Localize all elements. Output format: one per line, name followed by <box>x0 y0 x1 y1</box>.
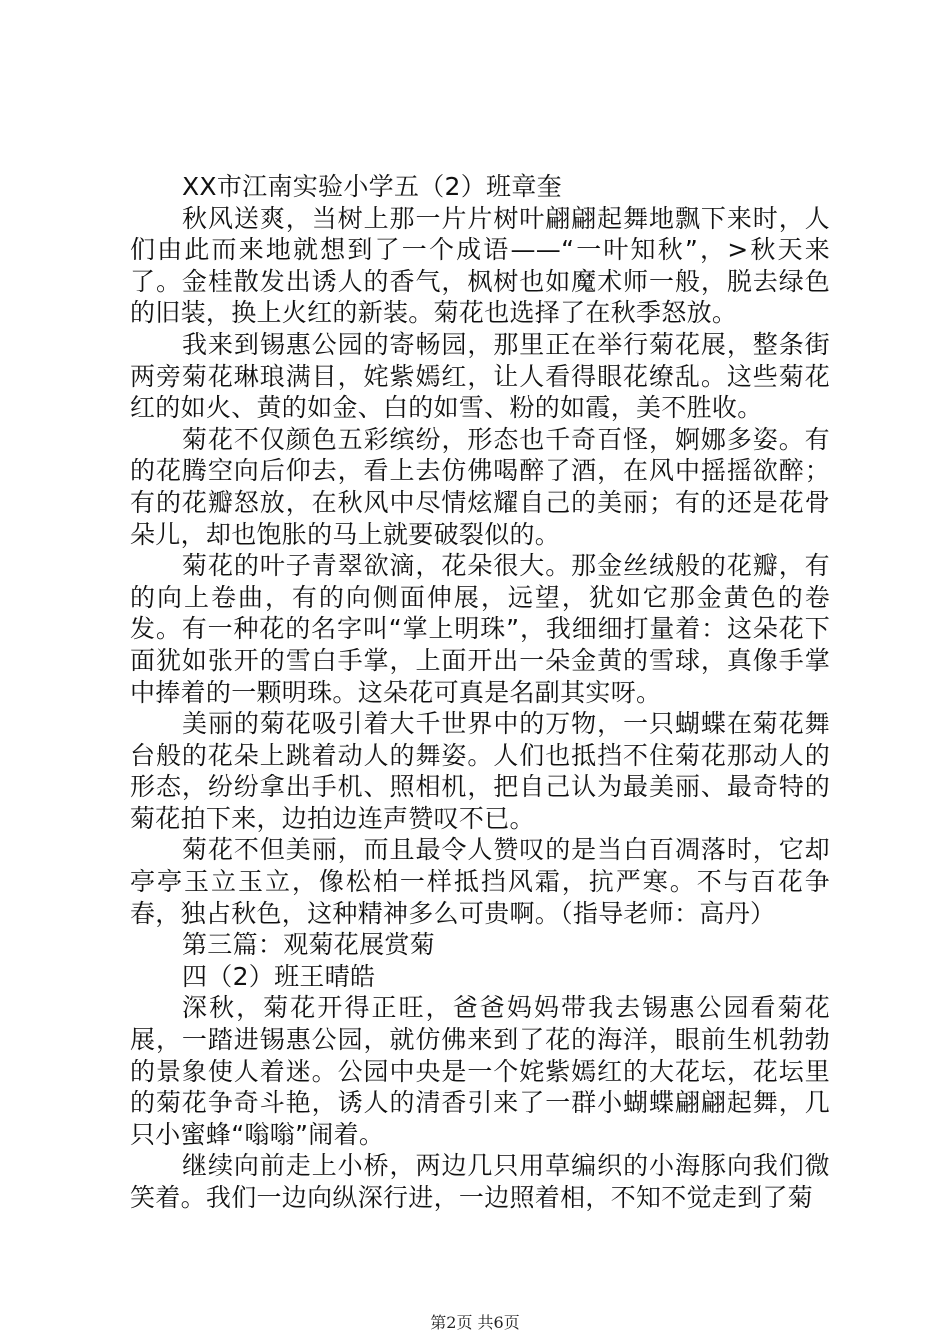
paragraph: 深秋，菊花开得正旺，爸爸妈妈带我去锡惠公园看菊花展，一踏进锡惠公园，就仿佛来到了花的海洋，眼前生机勃勃的景象使人着迷。公园中央是一个姹紫嫣红的大花坛，花坛里的菊花争奇斗艳，诱人的清香引来了一群小蝴蝶翩翩起舞，几只小蜜蜂“嗡嗡”闹着。 <box>130 993 830 1149</box>
paragraph: 秋风送爽，当树上那一片片树叶翩翩起舞地飘下来时，人们由此而来地就想到了一个成语——“一叶知秋”，>秋天来了。金桂散发出诱人的香气，枫树也如魔术师一般，脱去绿色的旧装，换上火红的新装。菊花也选择了在秋季怒放。 <box>130 203 830 328</box>
section-heading: 第三篇：观菊花展赏菊 <box>182 930 436 960</box>
paragraph: 菊花不仅颜色五彩缤纷，形态也千奇百怪，婀娜多姿。有的花腾空向后仰去，看上去仿佛喝醉了酒，在风中摇摇欲醉；有的花瓣怒放，在秋风中尽情炫耀自己的美丽；有的还是花骨朵儿，却也饱胀的马上就要破裂似的。 <box>130 424 830 549</box>
page-number: 第2页 共6页 <box>430 1313 520 1332</box>
author-line: XX市江南实验小学五（2）班章奎 <box>182 172 562 201</box>
author-line: 四（2）班王晴皓 <box>182 961 376 991</box>
paragraph: 我来到锡惠公园的寄畅园，那里正在举行菊花展，整条街两旁菊花琳琅满目，姹紫嫣红，让人看得眼花缭乱。这些菊花红的如火、黄的如金、白的如雪、粉的如霞，美不胜收。 <box>130 329 830 423</box>
paragraph: 美丽的菊花吸引着大千世界中的万物，一只蝴蝶在菊花舞台般的花朵上跳着动人的舞姿。人们也抵挡不住菊花那动人的形态，纷纷拿出手机、照相机，把自己认为最美丽、最奇特的菊花拍下来，边拍边连声赞叹不已。 <box>130 709 830 833</box>
paragraph: 菊花的叶子青翠欲滴，花朵很大。那金丝绒般的花瓣，有的向上卷曲，有的向侧面伸展，远望，犹如它那金黄色的卷发。有一种花的名字叫“掌上明珠”，我细细打量着：这朵花下面犹如张开的雪白手掌，上面开出一朵金黄的雪球，真像手掌中捧着的一颗明珠。这朵花可真是名副其实呀。 <box>130 551 830 707</box>
paragraph: 继续向前走上小桥，两边几只用草编织的小海豚向我们微笑着。我们一边向纵深行进，一边照着相，不知不觉走到了菊 <box>130 1151 830 1212</box>
paragraph: 菊花不但美丽，而且最令人赞叹的是当白百凋落时，它却亭亭玉立玉立，像松柏一样抵挡风霜，抗严寒。不与百花争春，独占秋色，这种精神多么可贵啊。（指导老师：高丹） <box>130 835 830 928</box>
document-body <box>130 171 830 1214</box>
